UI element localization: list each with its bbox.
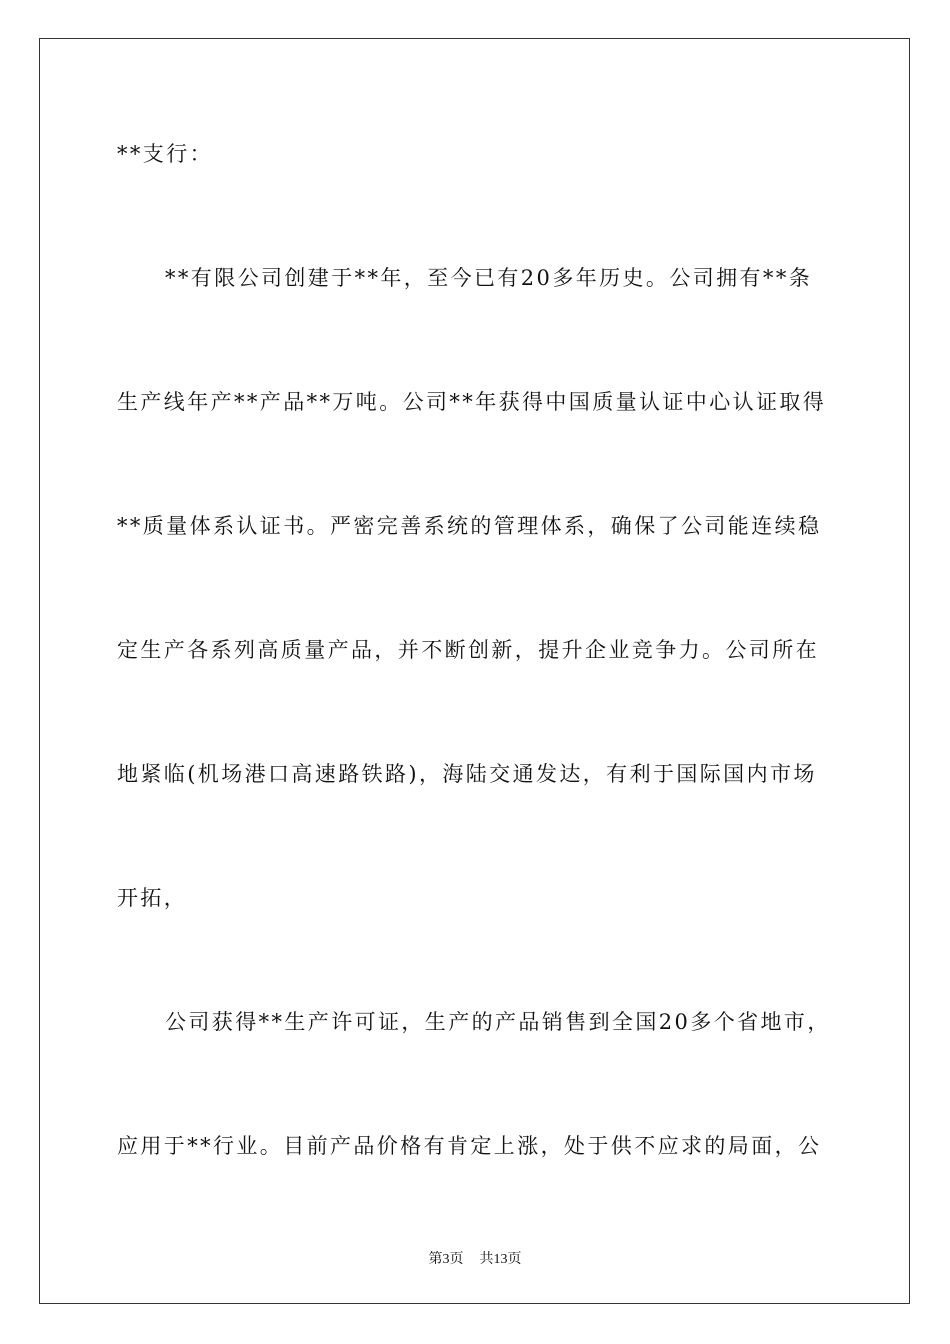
paragraph-line-3: **质量体系认证书。严密完善系统的管理体系，确保了公司能连续稳 bbox=[117, 514, 822, 538]
paragraph-line-4: 定生产各系列高质量产品，并不断创新，提升企业竞争力。公司所在 bbox=[117, 638, 819, 662]
paragraph-line-1: **有限公司创建于**年，至今已有20多年历史。公司拥有**条 bbox=[165, 266, 813, 290]
paragraph-line-2: 生产线年产**产品**万吨。公司**年获得中国质量认证中心认证取得 bbox=[117, 390, 827, 414]
paragraph-line-5: 地紧临(机场港口高速路铁路)，海陆交通发达，有利于国际国内市场 bbox=[117, 762, 817, 786]
page-number: 第3页 bbox=[428, 1252, 464, 1267]
page-footer bbox=[0, 1248, 950, 1268]
page-total: 共13页 bbox=[479, 1252, 522, 1267]
paragraph-line-7: 公司获得**生产许可证，生产的产品销售到全国20多个省地市， bbox=[165, 1010, 831, 1034]
salutation: **支行： bbox=[117, 142, 213, 166]
page-frame bbox=[39, 38, 910, 1304]
paragraph-line-8: 应用于**行业。目前产品价格有肯定上涨，处于供不应求的局面，公 bbox=[117, 1134, 822, 1158]
paragraph-line-6: 开拓， bbox=[117, 886, 188, 910]
